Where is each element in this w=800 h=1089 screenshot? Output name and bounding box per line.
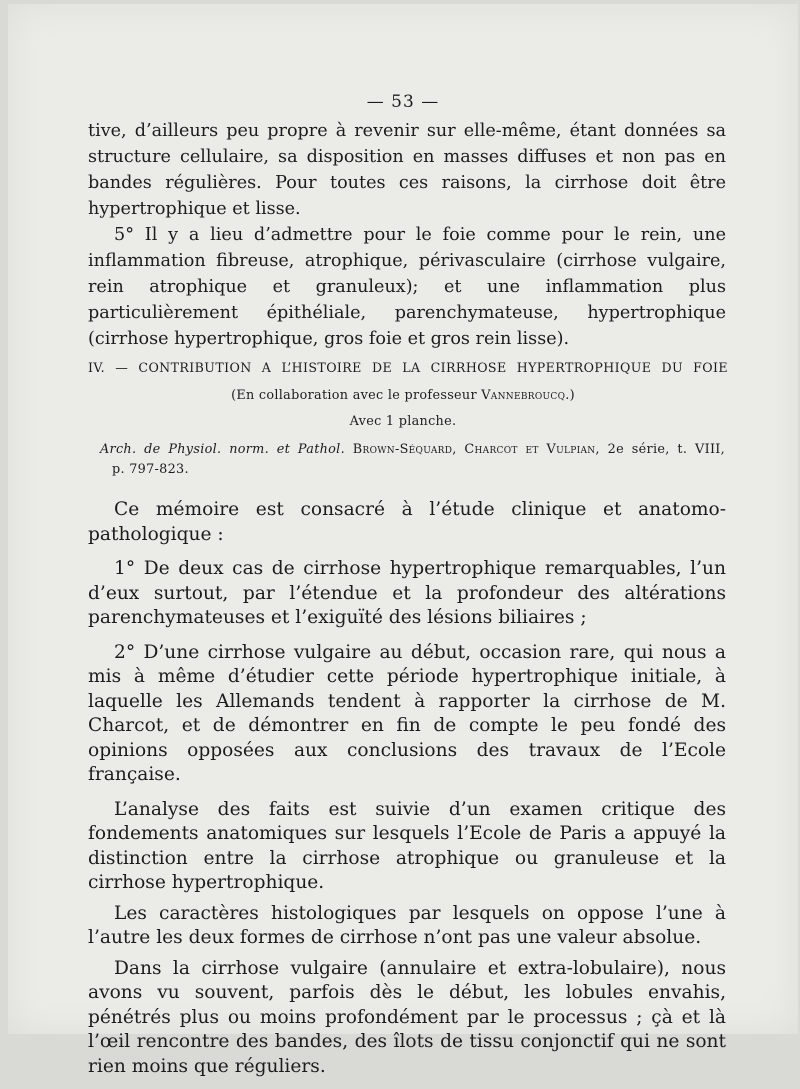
collaboration-suffix: .): [565, 388, 575, 403]
intro-paragraph-1: tive, d’ailleurs peu propre à revenir sur elle-même, étant données sa structure cellulaire, sa disposition en masses diffuses et non pas en bandes régulières. Pour toutes ces raisons, la cirrhose doit être hypertrophique et lisse.: [88, 121, 726, 219]
body-paragraph-3: 2° D’une cirrhose vulgaire au début, occasion rare, qui nous a mis à même d’étudier cette période hypertrophique initiale, à laquelle les Allemands tendent à rapporter la cirrhose de M. Charcot, et de démontrer en fin de compte le peu fondé des opinions opposées aux conclusions des travaux de l’Ecole française.: [88, 641, 726, 785]
collaboration-prefix: (En collaboration avec le professeur: [231, 388, 482, 403]
reference-pages: p. 797-823.: [112, 462, 189, 477]
body-paragraph-1: Ce mémoire est consacré à l’étude clinique et anatomo-pathologique :: [88, 499, 726, 545]
collaboration-note: [8, 388, 798, 403]
body-paragraph-5: Les caractères histologiques par lesquels on oppose l’une à l’autre les deux formes de cirrhose n’ont pas une valeur absolue.: [88, 902, 726, 948]
reference-journal: Arch. de Physiol. norm. et Pathol.: [100, 442, 345, 457]
reference-series: 2e série, t. VIII,: [607, 442, 726, 457]
body-paragraph-6: Dans la cirrhose vulgaire (annulaire et extra-lobulaire), nous avons vu souvent, parfois dès le début, les lobules envahis, pénétrés plus ou moins profondément par le processus ; çà et là l’œil rencontre des bandes, des îlots de tissu conjonctif qui ne sont rien moins que réguliers.: [88, 957, 726, 1077]
collaborator-name: Vannebroucq: [481, 388, 566, 403]
reference-editors: Brown-Séquard, Charcot et Vulpian,: [352, 442, 600, 457]
intro-paragraph-2: 5° Il y a lieu d’admettre pour le foie comme pour le rein, une inflammation fibreuse, atrophique, périvasculaire (cirrhose vulgaire, rein atrophique et granuleux); et une inflammation plus particulièrement épithéliale, parenchymateuse, hypertrophique (cirrhose hypertrophique, gros foie et gros rein lisse).: [88, 225, 726, 349]
page-number: — 53 —: [366, 92, 440, 112]
body-paragraph-2: 1° De deux cas de cirrhose hypertrophique remarquables, l’un d’eux surtout, par l’étendue et la profondeur des altérations parenchymateuses et l’exiguïté des lésions biliaires ;: [88, 558, 726, 628]
body-text-block: [88, 498, 726, 1089]
intro-text-block: [88, 118, 726, 352]
plate-note: Avec 1 planche.: [349, 414, 457, 429]
section-heading: IV. — CONTRIBUTION A L’HISTOIRE DE LA CIRRHOSE HYPERTROPHIQUE DU FOIE: [88, 360, 728, 375]
book-page: [8, 4, 798, 1077]
reference-line: [100, 440, 725, 460]
body-paragraph-4: L’analyse des faits est suivie d’un examen critique des fondements anatomiques sur lesquels l’Ecole de Paris a appuyé la distinction entre la cirrhose atrophique ou granuleuse et la cirrhose hypertrophique.: [88, 798, 726, 893]
